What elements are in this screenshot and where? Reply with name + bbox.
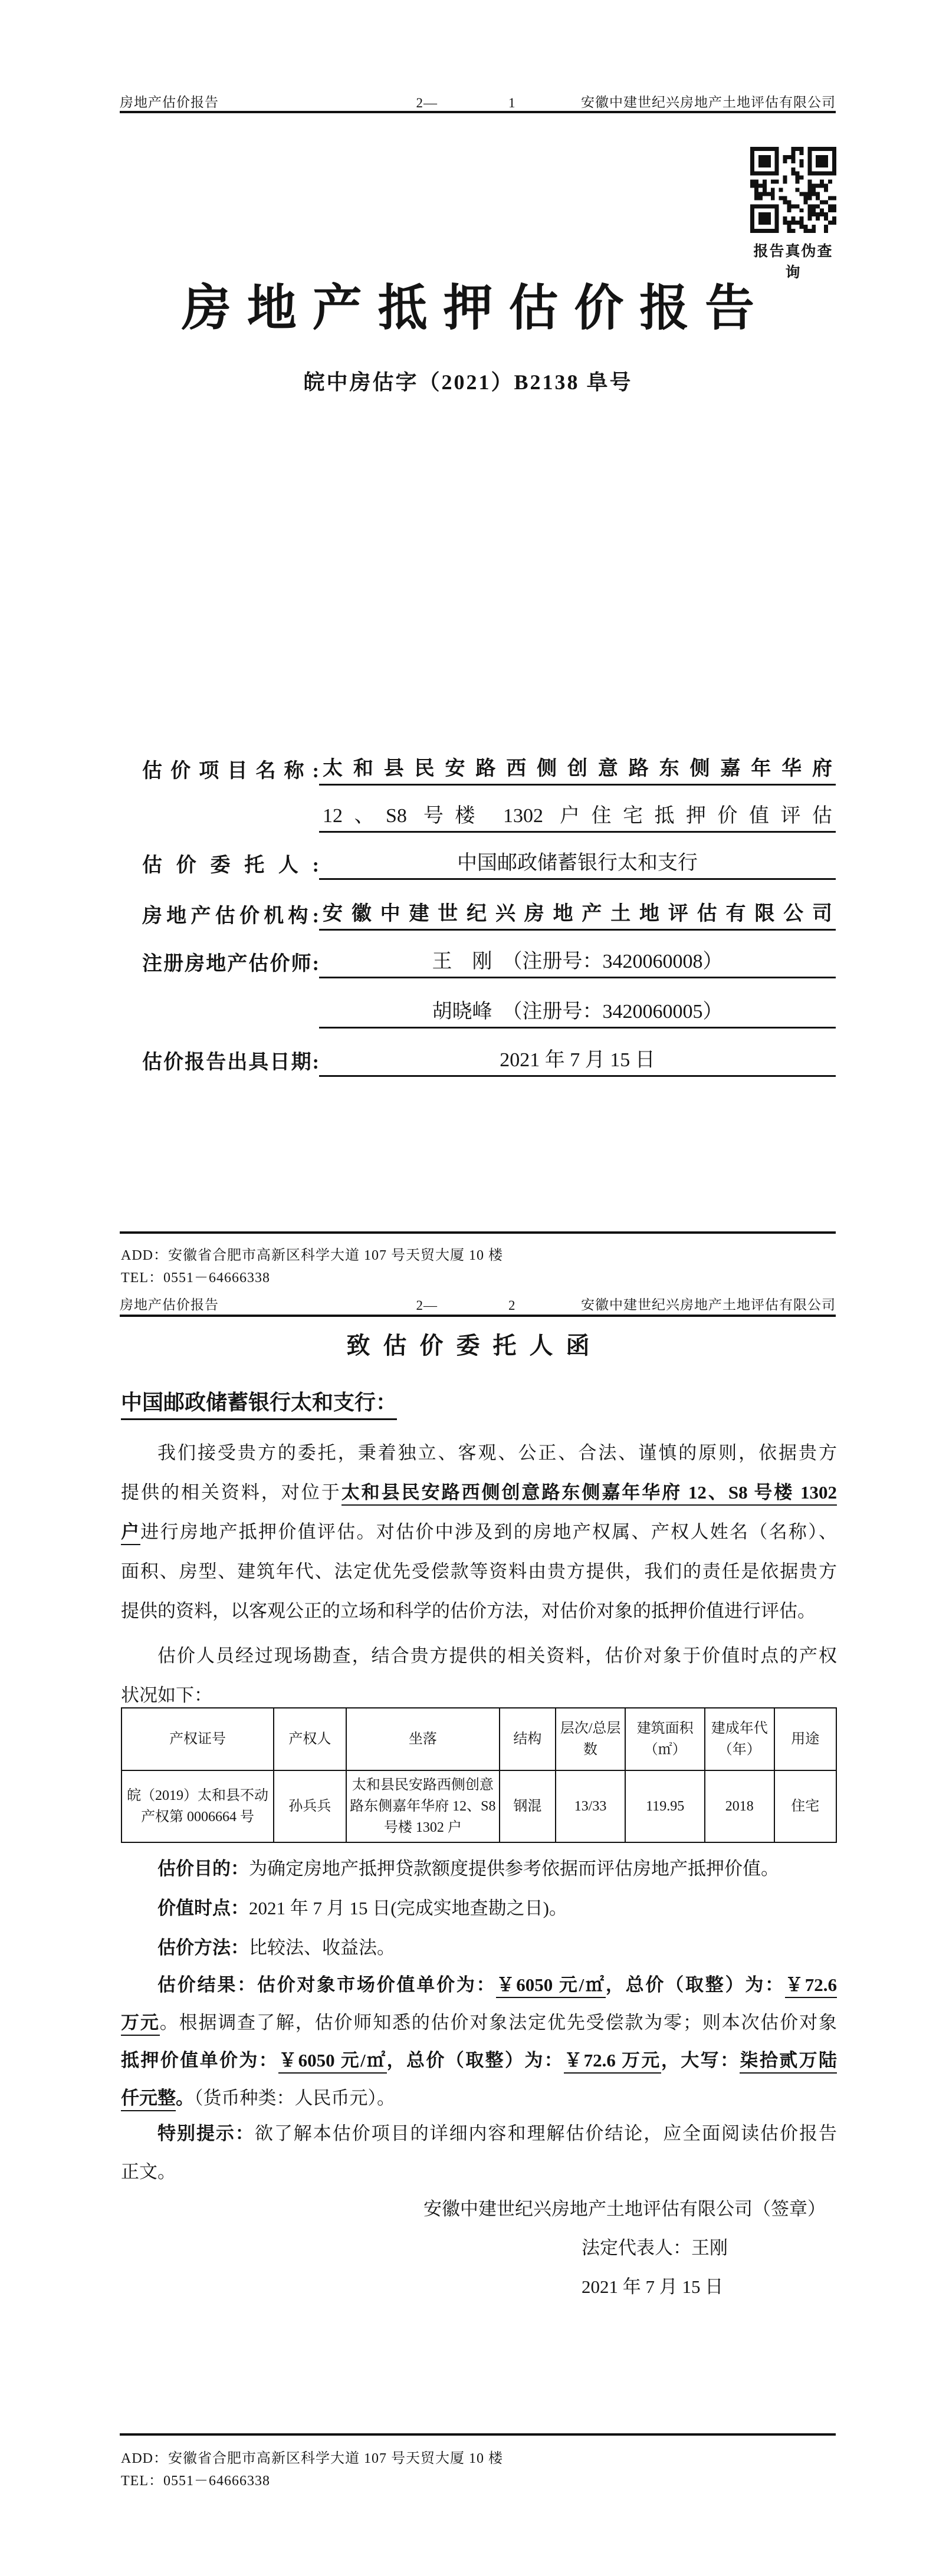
- table-data-cell: 119.95: [625, 1770, 705, 1842]
- para1-line3: 户进行房地产抵押价值评估。对估价中涉及到的房地产权属、产权人姓名（名称）、: [121, 1519, 837, 1545]
- table-header-cell: 结构: [500, 1708, 556, 1770]
- table-header-cell: 层次/总层数: [556, 1708, 626, 1770]
- purpose-line: 估价目的：为确定房地产抵押贷款额度提供参考依据而评估房地产抵押价值。: [157, 1858, 779, 1879]
- page2-header-company: 安徽中建世纪兴房地产土地评估有限公司: [581, 1297, 836, 1312]
- table-header-cell: 产权证号: [121, 1708, 274, 1770]
- table-header-cell: 坐落: [346, 1708, 500, 1770]
- result-line4: 仟元整。（货币种类：人民币元）。: [121, 2085, 837, 2111]
- form-row-agency: [142, 900, 836, 931]
- table-header-cell: 建筑面积（㎡）: [625, 1708, 705, 1770]
- page2-footer-telephone: TEL：0551－64666338: [121, 2473, 270, 2489]
- page2-header: [120, 1294, 836, 1313]
- form-row-project-name: [142, 755, 836, 786]
- letter-salutation: 中国邮政储蓄银行太和支行：: [121, 1386, 397, 1420]
- page2-header-page-indicator: [373, 1298, 559, 1313]
- para1-line4: 面积、房型、建筑年代、法定优先受偿款等资料由贵方提供，我们的责任是依据贵方: [121, 1561, 837, 1582]
- page1-header-rule: [120, 111, 836, 113]
- page1-header-doc-title: 房地产估价报告: [120, 95, 219, 110]
- page2-header-doc-title: 房地产估价报告: [120, 1297, 219, 1312]
- table-data-cell: 2018: [705, 1770, 774, 1842]
- qr-code: [750, 146, 836, 234]
- table-header-cell: 建成年代（年）: [705, 1708, 774, 1770]
- page1-footer-telephone: TEL：0551－64666338: [121, 1270, 270, 1286]
- table-data-cell: 13/33: [556, 1770, 626, 1842]
- table-header-cell: 产权人: [274, 1708, 346, 1770]
- table-data-cell: 钢混: [500, 1770, 556, 1842]
- result-line2: 万元。根据调查了解，估价师知悉的估价对象法定优先受偿款为零；则本次估价对象: [121, 2010, 837, 2036]
- table-header-cell: 用途: [774, 1708, 836, 1770]
- appraiser2-value: 胡晓峰 （注册号：3420060005）: [319, 997, 836, 1029]
- table-data-row: [121, 1770, 836, 1842]
- page1-footer-rule: [120, 1231, 836, 1234]
- table-data-cell: 住宅: [774, 1770, 836, 1842]
- value-date-line: 价值时点：2021 年 7 月 15 日(完成实地查勘之日)。: [157, 1898, 567, 1918]
- qr-code-image: [750, 146, 836, 234]
- form-row-appraiser1: [142, 948, 836, 978]
- page2-header-page-prefix: 2—: [416, 1298, 438, 1313]
- signature-date: 2021 年 7 月 15 日: [582, 2276, 724, 2297]
- report-number: 皖中房估字（2021）B2138 阜号: [303, 370, 633, 394]
- form-row-appraiser2: [142, 998, 836, 1029]
- client-label: 估价委托人:: [142, 855, 319, 876]
- client-value: 中国邮政储蓄银行太和支行: [319, 849, 836, 880]
- method-line: 估价方法：比较法、收益法。: [157, 1937, 395, 1958]
- page2-footer-address: ADD：安徽省合肥市高新区科学大道 107 号天贸大厦 10 楼: [121, 2451, 503, 2466]
- table-data-cell: 皖（2019）太和县不动产权第 0006664 号: [121, 1770, 274, 1842]
- table-data-cell: 孙兵兵: [274, 1770, 346, 1842]
- project-name-value-line1: 太和县民安路西侧创意路东侧嘉年华府: [319, 754, 836, 786]
- para1-line5: 提供的资料，以客观公正的立场和科学的估价方法，对估价对象的抵押价值进行评估。: [121, 1601, 816, 1621]
- form-row-issue-date: [142, 1046, 836, 1077]
- report-title: 房地产抵押估价报告: [181, 281, 770, 336]
- result-line3: 抵押价值单价为：￥6050 元/㎡，总价（取整）为：￥72.6 万元，大写：柒拾贰万陆: [121, 2048, 837, 2074]
- form-row-client: [142, 849, 836, 880]
- issue-date-value: 2021 年 7 月 15 日: [319, 1046, 836, 1077]
- appraiser-label: 注册房地产估价师:: [142, 953, 319, 975]
- para2-line2: 状况如下：: [121, 1685, 212, 1706]
- notice-line1: 特别提示：欲了解本估价项目的详细内容和理解估价结论，应全面阅读估价报告: [157, 2123, 838, 2144]
- form-row-project-name-cont: [142, 802, 836, 833]
- page2-footer-rule: [120, 2433, 836, 2436]
- page2-header-rule: [120, 1315, 836, 1317]
- issue-date-label: 估价报告出具日期:: [142, 1052, 319, 1073]
- table-data-cell: 太和县民安路西侧创意路东侧嘉年华府 12、S8 号楼 1302 户: [346, 1770, 500, 1842]
- page2-header-page-number: 2: [508, 1298, 516, 1313]
- notice-line2: 正文。: [121, 2161, 176, 2182]
- page1-header: [120, 91, 836, 111]
- para1-line1: 我们接受贵方的委托，秉着独立、客观、公正、合法、谨慎的原则，依据贵方: [157, 1443, 837, 1463]
- agency-label: 房地产估价机构:: [142, 905, 319, 927]
- agency-value: 安徽中建世纪兴房地产土地评估有限公司: [319, 899, 836, 931]
- signature-company-seal: 安徽中建世纪兴房地产土地评估有限公司（签章）: [423, 2199, 826, 2219]
- page1-header-page-number: 1: [508, 96, 516, 110]
- project-name-value-line2: 12、S8 号楼 1302 户住宅抵押价值评估: [319, 801, 836, 833]
- para2-line1: 估价人员经过现场勘查，结合贵方提供的相关资料，估价对象于价值时点的产权: [157, 1645, 837, 1666]
- page1-header-page-prefix: 2—: [416, 96, 438, 110]
- qr-caption: 报告真伪查询: [753, 244, 833, 281]
- property-rights-table: [121, 1707, 837, 1843]
- result-line1: 估价结果：估价对象市场价值单价为：￥6050 元/㎡，总价（取整）为：￥72.6: [121, 1972, 837, 1998]
- signature-legal-representative: 法定代表人：王刚: [582, 2237, 728, 2258]
- table-header-row: [121, 1708, 836, 1770]
- project-name-label: 估价项目名称:: [142, 760, 319, 782]
- letter-title: 致估价委托人函: [346, 1332, 603, 1359]
- page1-header-company: 安徽中建世纪兴房地产土地评估有限公司: [581, 95, 836, 110]
- page1-header-page-indicator: [373, 96, 559, 111]
- para1-line2: 提供的相关资料，对位于太和县民安路西侧创意路东侧嘉年华府 12、S8 号楼 1302: [121, 1480, 837, 1506]
- page1-footer-address: ADD：安徽省合肥市高新区科学大道 107 号天贸大厦 10 楼: [121, 1248, 503, 1263]
- appraiser1-value: 王 刚 （注册号：3420060008）: [319, 947, 836, 978]
